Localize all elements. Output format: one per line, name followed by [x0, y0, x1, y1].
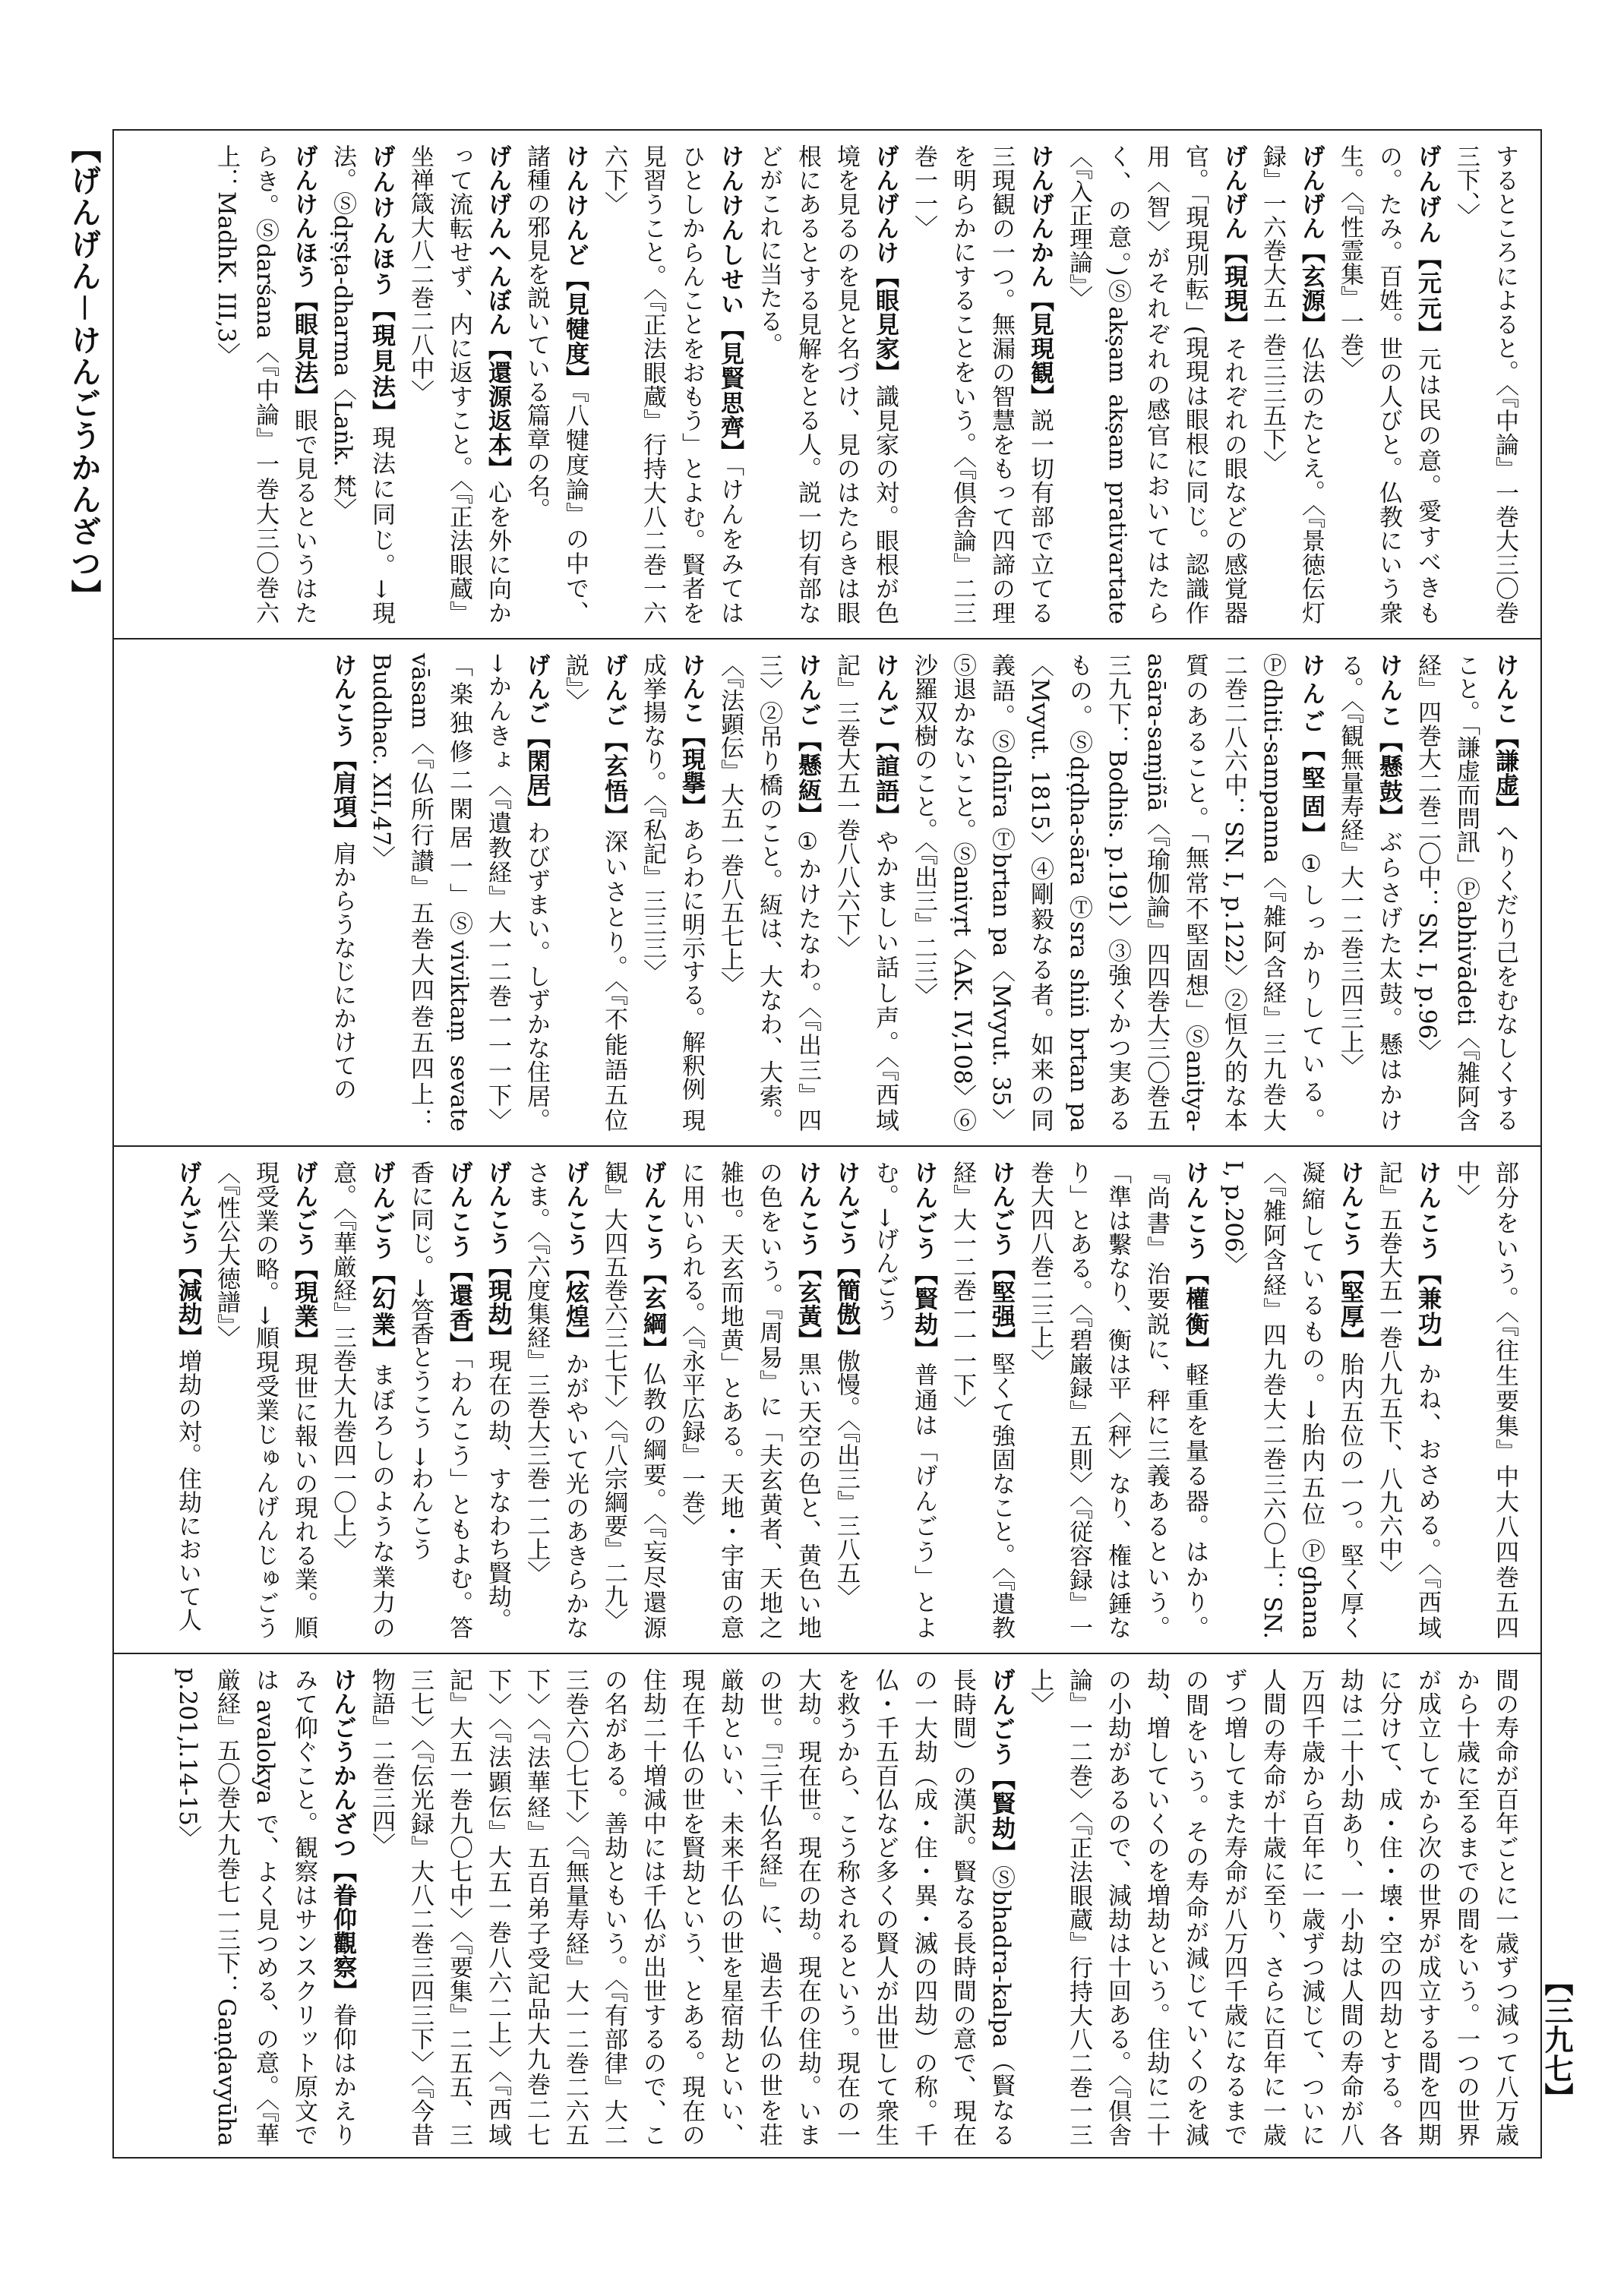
entry-kanji: 【諠語】 — [871, 728, 899, 830]
entry-headword: けんご — [794, 653, 821, 728]
entry-kanji: 【賢劫】 — [910, 1262, 937, 1363]
entry-definition: 「けんをみてはひとしからんことをおもう」とよむ。賢者を見習うこと。〈『正法眼蔵』行持大八二巻一六六下〉 — [600, 144, 744, 625]
entry-kanji: 【簡傲】 — [833, 1255, 860, 1349]
entry-headword: けんこう — [1414, 1161, 1441, 1262]
entry-kanji: 【肩項】 — [329, 747, 356, 842]
dictionary-entry — [323, 144, 400, 624]
entry-headword: けんこう — [329, 653, 356, 747]
entry-kanji: 【玄源】 — [1297, 240, 1325, 336]
dictionary-entry — [1020, 1668, 1524, 2146]
dictionary-entry — [904, 144, 1059, 624]
entry-kanji: 【權衡】 — [1181, 1262, 1209, 1363]
entry-headword: げんげん — [1414, 144, 1441, 246]
entry-definition: Ⓢbhadra-kalpa（賢なる長時間）の漢訳。賢なる長時間の意で、現在の一大劫（成・住・異・滅の四劫）の称。千仏・千五百仏など多くの賢人が出世して衆生を救うから、こう称されるという。現在の一大劫。現在世。現在の劫。現在の住劫。いまの世。『三千仏名経』に、過去千仏の世を荘厳劫といい、未来千仏の世を星宿劫といい、現在千仏の世を賢劫という、とある。現在の住劫二十増減中には千仏が出世するので、この名がある。善劫ともいう。〈『有部律』大二三巻六〇七下〉〈『無量寿経』大一二巻二六五下〉〈『法華経』五百弟子受記品大九巻二七下〉〈『法顕伝』大五一巻八六二上〉〈『西域記』大五一巻九〇七中〉〈『要集』二五五、三三七〉〈『伝光録』大八二巻三四三下〉〈『今昔物語』二巻三四〉 — [368, 1668, 1015, 2147]
entry-headword: けんごう — [910, 1161, 937, 1262]
entry-definition: わびずまい。しずかな住居。→かんきょ〈『遺教経』大一二巻一一一下〉「楽独修二閑居一」Ⓢviviktaṃ sevate vāsam〈『仏所行讃』五巻大四巻五四上：Buddhac. XII,47〉 — [368, 653, 550, 1132]
entry-definition: 間の寿命が百年ごとに一歳ずつ減って八万歳から十歳に至るまでの間をいう。一つの世界が成立してから次の世界が成立する間を四期に分けて、成・住・壊・空の四劫とする。各劫は二十小劫あり、一小劫は人間の寿命が八万四千歳から百年に一歳ずつ減じて、ついに人間の寿命が十歳に至り、さらに百年に一歳ずつ増してまた寿命が八万四千歳になるまでの間をいう。その寿命が減じていくのを減劫、増していくのを増劫という。住劫に二十の小劫があるので、減劫は十回ある。〈『倶舎論』一二巻〉〈『正法眼蔵』行持大八二巻一三上〉 — [1026, 1668, 1518, 2146]
dictionary-entry — [943, 1161, 1020, 1639]
entry-headword: けんけんしせい — [716, 144, 744, 317]
entry-definition: 軽重を量る器。はかり。『尚書』治要説に、秤に三義あるという。「準は繫なり、衡は平〈秤〉なり、権は錘なり」とある。〈『碧巌録』五則〉〈『従容録』一巻大四八巻二三上〉 — [1026, 1161, 1209, 1640]
dictionary-entry — [633, 653, 710, 1132]
entry-definition: 眼で見るというはたらき。Ⓢdarśana〈『中論』一巻大三〇巻六上：MadhK. III,3〉 — [213, 144, 318, 625]
dictionary-entry — [517, 1161, 594, 1639]
entry-definition: 現法に同じ。→現法。Ⓢdṛṣṭa-dharma〈Laṅk. 梵〉 — [329, 144, 395, 625]
entry-kanji: 【堅固】 — [1297, 737, 1325, 851]
dictionary-entry — [400, 1161, 478, 1639]
entry-kanji: 【現現】 — [1220, 240, 1247, 337]
entry-headword: げんげんへんぼん — [484, 144, 511, 337]
entry-headword: けんごう — [987, 1161, 1015, 1256]
entry-kanji: 【炫煌】 — [561, 1256, 589, 1353]
entry-headword: げんけんほう — [368, 144, 395, 298]
dictionary-entry — [594, 1161, 671, 1639]
entry-kanji: 【幻業】 — [368, 1262, 395, 1363]
entry-kanji: 【堅厚】 — [1336, 1256, 1363, 1353]
dictionary-entry — [1446, 144, 1524, 624]
dictionary-entry — [1446, 1161, 1524, 1639]
dictionary-entry — [1408, 653, 1524, 1132]
entry-kanji: 【現業】 — [290, 1256, 318, 1353]
entry-definition: 仏法のたとえ。〈『景徳伝灯録』一六巻大五一巻三三五下〉 — [1259, 144, 1325, 625]
entry-kanji: 【現見法】 — [368, 298, 395, 426]
entry-headword: けんこう — [1336, 1161, 1363, 1257]
entry-kanji: 【還源返本】 — [484, 336, 511, 481]
entry-kanji: 【懸鼓】 — [1375, 728, 1402, 830]
entry-kanji: 【閑居】 — [523, 725, 550, 821]
entry-kanji: 【還香】 — [445, 1259, 472, 1357]
dictionary-entry — [1369, 1161, 1446, 1639]
dictionary-entry — [1253, 144, 1330, 624]
entry-kanji: 【懸絚】 — [794, 728, 821, 829]
entry-headword: げんこう — [639, 1161, 666, 1262]
entry-headword: けんごうかんざつ — [329, 1668, 356, 1860]
entry-headword: けんげんかん — [1026, 144, 1054, 289]
entry-definition: 黒い天空の色と、黄色い地の色をいう。『周易』に「夫玄黄者、天地之雑也。天玄而地黄」とある。天地・宇宙の意に用いられる。〈『永平広録』一巻〉 — [678, 1161, 821, 1640]
entry-kanji: 【眷仰觀察】 — [329, 1859, 356, 2004]
entry-definition: かね、おさめる。〈『西域記』五巻大五一巻八九五下、八九六中〉 — [1375, 1161, 1441, 1640]
entry-kanji: 【賢劫】 — [987, 1767, 1015, 1866]
dictionary-entry — [1330, 653, 1408, 1132]
entry-headword: げんご — [600, 653, 627, 729]
entry-kanji: 【眼見法】 — [290, 288, 318, 409]
entry-kanji: 【減劫】 — [174, 1255, 201, 1349]
entry-headword: げんご — [523, 653, 550, 725]
entry-kanji: 【玄綱】 — [639, 1261, 666, 1363]
entry-kanji: 【堅强】 — [987, 1256, 1015, 1352]
entry-definition: 深いさとり。〈『不能語五位説』〉 — [561, 653, 627, 1132]
entry-kanji: 【謙虚】 — [1491, 725, 1518, 821]
entry-definition: かがやいて光のあきらかなさま。〈『六度集経』三巻大三巻一二上〉 — [523, 1161, 589, 1640]
dictionary-entry — [865, 1161, 943, 1639]
entry-headword: げんこう — [445, 1161, 472, 1259]
entry-kanji: 【見犍度】 — [561, 267, 589, 391]
dictionary-entry — [400, 144, 517, 624]
dictionary-entry — [710, 653, 826, 1132]
entry-headword: けんこ — [678, 653, 705, 725]
entry-definition: まぼろしのような業力の意。〈『華厳経』三巻大九巻四一〇上〉 — [329, 1161, 395, 1640]
entry-definition: 心を外に向かって流転せず、内に返すこと。〈『正法眼蔵』坐禅箴大八二巻二八中〉 — [406, 144, 511, 625]
entry-headword: げんげんけ — [871, 144, 899, 265]
entry-definition: 傲慢。〈『出三』三八五〉 — [833, 1349, 860, 1608]
entry-definition: 現世に報いの現れる業。順現受業の略。→順現受業じゅんげんじゅごう〈『性公大徳譜』〉 — [213, 1161, 318, 1640]
entry-kanji: 【元元】 — [1414, 245, 1441, 348]
entry-headword: けんこう — [1181, 1161, 1209, 1262]
dictionary-entry — [594, 144, 749, 624]
entry-definition: 仏教の綱要。〈『妄尽還源観』大四五巻六三七下〉〈『八宗綱要』二九〉 — [600, 1161, 666, 1640]
entry-kanji: 【現劫】 — [484, 1255, 511, 1349]
entry-headword: げんごう — [290, 1161, 318, 1257]
entry-definition: へりくだり己をむなしくすること。「謙虚而問訊」Ⓟabhivādeti〈『雑阿含経』四巻大二巻二〇中：SN. I, p.96〉 — [1414, 653, 1518, 1132]
dictionary-entry — [362, 1668, 1020, 2146]
entry-headword: げんげん — [1297, 144, 1325, 241]
dictionary-entry — [671, 1161, 826, 1639]
dictionary-entry — [826, 653, 904, 1132]
dictionary-entry — [168, 1161, 207, 1639]
tier-2 — [114, 638, 1540, 1145]
dictionary-entry — [168, 1668, 362, 2146]
entry-definition: ①しっかりしている。Ⓟdhiti-sampanna〈『雑阿含経』三九巻大二巻二八六中：SN. I, p.122〉②恒久的な本質のあること。「無常不堅固想」Ⓢanitya-asāra-saṃjñā〈『瑜伽論』四四巻大三〇巻五三九下：Bodhis. p.191〉③強くかつ実あるもの。Ⓢdṛḍha-sāra Ⓣsra shiṅ brtan pa〈Mvyut. 1815〉④剛毅なる者。如来の同義語。Ⓢdhīra Ⓣbrtan pa〈Mvyut. 35〉⑤退かないこと。Ⓢanivṛt〈AK. IV,108〉⑥沙羅双樹のこと。〈『出三』二三〉 — [910, 653, 1325, 1132]
entry-definition: 胎内五位の一つ。堅く厚く凝縮しているもの。→胎内五位 Ⓟghana〈『雑阿含経』四九巻大二巻三六〇上：SN. I, p.206〉 — [1220, 1161, 1363, 1640]
entry-kanji: 【見賢思齊】 — [716, 317, 744, 465]
entry-definition: それぞれの眼などの感覚器官。「現現別転」(現現は眼根に同じ。認識作用〈智〉がそれぞれの感官においてはたらく、の意。)Ⓢakṣam akṣam prativartate〈『入正理論』〉 — [1065, 144, 1247, 625]
dictionary-entry — [1020, 1161, 1214, 1639]
entry-headword: けんこう — [794, 1161, 821, 1257]
dictionary-entry — [517, 144, 594, 624]
entry-kanji: 【見現観】 — [1026, 288, 1054, 409]
entry-definition: 眷仰はかえりみて仰ぐこと。観察はサンスクリット原文では avalokya で、よく見つめる、の意。〈『華厳経』五〇巻大九巻七一三下：Gaṇḍavyūha p.201,l.14-15〉 — [174, 1668, 356, 2147]
entry-headword: げんけんほう — [290, 144, 318, 289]
entry-definition: ①かけたなわ。〈『出三』四三〉②吊り橋のこと。絚は、大なわ、大索。〈『法顕伝』大五一巻八五七上〉 — [716, 653, 821, 1132]
entry-definition: ぶらさげた太鼓。懸はかける。〈『観無量寿経』大一二巻三四三上〉 — [1336, 653, 1402, 1132]
entry-definition: あらわに明示する。解釈例 現成挙揚なり。〈『私記』三三三〉 — [639, 653, 705, 1132]
entry-definition: 現在の劫、すなわち賢劫。 — [484, 1349, 511, 1631]
entry-definition: 説一切有部で立てる三現観の一つ。無漏の智慧をもって四諦の理を明らかにすることをいう。〈『倶舎論』二三巻一一〉 — [910, 144, 1054, 625]
dictionary-entry — [323, 1161, 400, 1639]
dictionary-entry — [555, 653, 633, 1132]
dictionary-entry — [207, 1161, 323, 1639]
entry-headword: げんごう — [368, 1161, 395, 1262]
entry-kanji: 【眼見家】 — [871, 264, 899, 385]
tier-1 — [114, 131, 1540, 638]
entry-headword: けんけんど — [561, 144, 589, 268]
entry-headword: けんこ — [1491, 653, 1518, 725]
dictionary-entry — [826, 1161, 865, 1639]
entry-definition: 堅くて強固なこと。〈『遺教経』大一二巻一一一下〉 — [949, 1161, 1015, 1639]
entry-definition: やかましい話し声。〈『西域記』三巻大五一巻八八六下〉 — [833, 653, 899, 1132]
dictionary-entry — [904, 653, 1330, 1132]
running-title: 【げんげん－けんごうかんざつ】 — [66, 133, 102, 611]
page-number: 【三九七】 — [1540, 1967, 1574, 2111]
entry-headword: けんこ — [1375, 653, 1402, 729]
entry-definition: 「わんこう」ともよむ。答香に同じ。→答香とうこう →わんこう — [406, 1161, 472, 1640]
entry-headword: げんごう — [987, 1668, 1015, 1767]
entry-headword: げんこう — [561, 1161, 589, 1257]
entry-kanji: 【玄黃】 — [794, 1256, 821, 1353]
entry-definition: 普通は「げんごう」とよむ。→げんごう — [871, 1161, 937, 1640]
entry-headword: けんごう — [833, 1161, 860, 1255]
entry-definition: するところによると。〈『中論』一巻大三〇巻三下、〉 — [1452, 144, 1518, 624]
text-frame — [112, 129, 1542, 2159]
entry-kanji: 【兼功】 — [1414, 1261, 1441, 1363]
dictionary-entry — [478, 1161, 517, 1639]
tier-3 — [114, 1145, 1540, 1653]
entry-definition: 増劫の対。住劫において人 — [174, 1349, 201, 1631]
entry-headword: けんご — [871, 653, 899, 729]
dictionary-entry — [323, 653, 362, 1132]
entry-headword: げんげん — [1220, 144, 1247, 241]
dictionary-entry — [1214, 1161, 1369, 1639]
entry-definition: 肩からうなじにかけての — [329, 842, 356, 1101]
entry-headword: げんこう — [484, 1161, 511, 1255]
entry-kanji: 【現擧】 — [678, 724, 705, 819]
dictionary-entry — [1330, 144, 1446, 624]
dictionary-entry — [1059, 144, 1253, 624]
entry-definition: 識見家の対。眼根が色境を見るのを見と名づけ、見のはたらきは眼根にあるとする見解をとる人。説一切有部などがこれに当たる。 — [755, 144, 899, 625]
entry-definition: 元は民の意。愛すべきもの。たみ。百姓。世の人びと。仏教にいう衆生。〈『性霊集』一巻〉 — [1336, 144, 1441, 625]
entry-definition: 部分をいう。〈『往生要集』中大八四巻五四中〉 — [1452, 1161, 1518, 1639]
entry-headword: げんごう — [174, 1161, 201, 1255]
entry-definition: 『八犍度論』の中で、諸種の邪見を説いている篇章の名。 — [523, 144, 589, 625]
entry-kanji: 【玄悟】 — [600, 728, 627, 830]
entry-headword: けんご — [1297, 653, 1325, 738]
dictionary-entry — [749, 144, 904, 624]
dictionary-entry — [362, 653, 555, 1132]
dictionary-entry — [207, 144, 323, 624]
tier-4 — [114, 1653, 1540, 2160]
